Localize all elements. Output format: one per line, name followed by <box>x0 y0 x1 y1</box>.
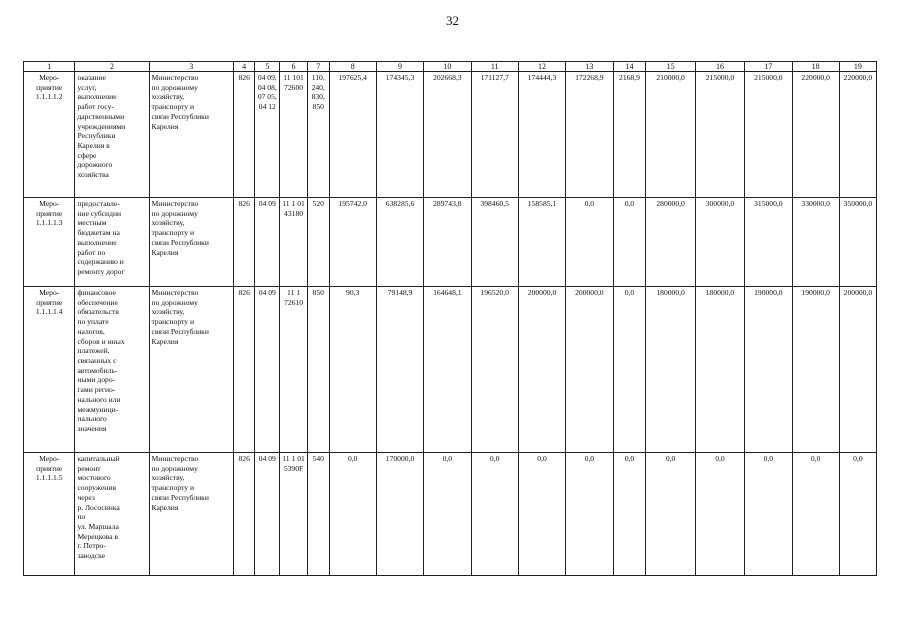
amount-cell: 172268,9 <box>566 72 613 198</box>
section-code: 04 09 <box>255 287 280 453</box>
amount-cell: 0,0 <box>792 453 839 576</box>
amount-cell: 210000,0 <box>646 72 695 198</box>
amount-cell: 0,0 <box>329 453 376 576</box>
column-number: 3 <box>149 62 233 72</box>
executor: Министерство по дорожному хозяйству, транспорту и связи Республики Карелия <box>149 453 233 576</box>
column-number: 17 <box>745 62 792 72</box>
column-number: 13 <box>566 62 613 72</box>
amount-cell: 174444,3 <box>518 72 565 198</box>
amount-cell: 200000,0 <box>839 287 876 453</box>
column-number: 4 <box>233 62 255 72</box>
column-number: 14 <box>613 62 646 72</box>
amount-cell: 350000,0 <box>839 198 876 287</box>
amount-cell: 195742,0 <box>329 198 376 287</box>
measure-id: Меро- приятие 1.1.1.1.5 <box>24 453 75 576</box>
column-number: 12 <box>518 62 565 72</box>
column-number: 19 <box>839 62 876 72</box>
amount-cell: 190000,0 <box>745 287 792 453</box>
executor: Министерство по дорожному хозяйству, транспорту и связи Республики Карелия <box>149 72 233 198</box>
amount-cell: 0,0 <box>646 453 695 576</box>
column-number: 10 <box>424 62 471 72</box>
amount-cell: 180000,0 <box>695 287 744 453</box>
table-row <box>24 72 877 198</box>
amount-cell: 2168,9 <box>613 72 646 198</box>
column-number: 2 <box>75 62 149 72</box>
measure-description: капитальный ремонт мостового сооружения через р. Лососинка по ул. Маршала Мерецкова в г. Петро- заводске <box>75 453 149 576</box>
column-number: 6 <box>280 62 308 72</box>
target-code: 11 1 01 5390F <box>280 453 308 576</box>
amount-cell: 180000,0 <box>646 287 695 453</box>
amount-cell: 0,0 <box>518 453 565 576</box>
expense-type-code: 540 <box>307 453 329 576</box>
table-row <box>24 287 877 453</box>
expense-type-code: 520 <box>307 198 329 287</box>
measure-id: Меро- приятие 1.1.1.1.4 <box>24 287 75 453</box>
column-number: 1 <box>24 62 75 72</box>
amount-cell: 215000,0 <box>695 72 744 198</box>
amount-cell: 164648,1 <box>424 287 471 453</box>
amount-cell: 0,0 <box>613 287 646 453</box>
amount-cell: 200000,0 <box>566 287 613 453</box>
target-code: 11 1 01 43180 <box>280 198 308 287</box>
column-number: 8 <box>329 62 376 72</box>
column-number: 11 <box>471 62 518 72</box>
measure-description: оказание услуг, выполнение работ госу- дарственными учреждениями Республики Карелия в сфере дорожного хозяйства <box>75 72 149 198</box>
amount-cell: 0,0 <box>471 453 518 576</box>
column-number-row <box>24 62 877 72</box>
column-number: 5 <box>255 62 280 72</box>
column-number: 16 <box>695 62 744 72</box>
amount-cell: 79148,9 <box>376 287 423 453</box>
program-table <box>23 61 877 576</box>
section-code: 04 09 <box>255 198 280 287</box>
grbs-code: 826 <box>233 198 255 287</box>
amount-cell: 174345,3 <box>376 72 423 198</box>
executor: Министерство по дорожному хозяйству, транспорту и связи Республики Карелия <box>149 198 233 287</box>
page-number: 32 <box>446 13 459 28</box>
column-number: 15 <box>646 62 695 72</box>
target-code: 11 1 72610 <box>280 287 308 453</box>
column-number: 18 <box>792 62 839 72</box>
table-row <box>24 453 877 576</box>
section-code: 04 09, 04 08, 07 05, 04 12 <box>255 72 280 198</box>
column-number: 7 <box>307 62 329 72</box>
amount-cell: 280000,0 <box>646 198 695 287</box>
expense-type-code: 850 <box>307 287 329 453</box>
amount-cell: 330000,0 <box>792 198 839 287</box>
grbs-code: 826 <box>233 287 255 453</box>
target-code: 11 101 72600 <box>280 72 308 198</box>
amount-cell: 300000,0 <box>695 198 744 287</box>
amount-cell: 220000,0 <box>839 72 876 198</box>
amount-cell: 0,0 <box>566 453 613 576</box>
amount-cell: 200000,0 <box>518 287 565 453</box>
amount-cell: 170000,0 <box>376 453 423 576</box>
amount-cell: 171127,7 <box>471 72 518 198</box>
amount-cell: 158585,1 <box>518 198 565 287</box>
amount-cell: 638285,6 <box>376 198 423 287</box>
amount-cell: 0,0 <box>695 453 744 576</box>
amount-cell: 90,3 <box>329 287 376 453</box>
amount-cell: 220000,0 <box>792 72 839 198</box>
amount-cell: 398460,5 <box>471 198 518 287</box>
amount-cell: 0,0 <box>566 198 613 287</box>
amount-cell: 289743,8 <box>424 198 471 287</box>
section-code: 04 09 <box>255 453 280 576</box>
amount-cell: 196520,0 <box>471 287 518 453</box>
table-row <box>24 198 877 287</box>
measure-description: предоставле- ние субсидии местным бюджетам на выполнение работ по содержанию и ремонту дорог <box>75 198 149 287</box>
amount-cell: 0,0 <box>745 453 792 576</box>
amount-cell: 0,0 <box>613 453 646 576</box>
expense-type-code: 110, 240, 830, 850 <box>307 72 329 198</box>
amount-cell: 197625,4 <box>329 72 376 198</box>
amount-cell: 215000,0 <box>745 72 792 198</box>
executor: Министерство по дорожному хозяйству, транспорту и связи Республики Карелия <box>149 287 233 453</box>
measure-id: Меро- приятие 1.1.1.1.3 <box>24 198 75 287</box>
column-number: 9 <box>376 62 423 72</box>
amount-cell: 315000,0 <box>745 198 792 287</box>
measure-id: Меро- приятие 1.1.1.1.2 <box>24 72 75 198</box>
amount-cell: 202668,3 <box>424 72 471 198</box>
amount-cell: 0,0 <box>424 453 471 576</box>
grbs-code: 826 <box>233 72 255 198</box>
measure-description: финансовое обеспечение обязательств по уплате налогов, сборов и иных платежей, связанных с автомобиль- ными доро- гами регио- нального или межмуници- пального значения <box>75 287 149 453</box>
grbs-code: 826 <box>233 453 255 576</box>
amount-cell: 0,0 <box>839 453 876 576</box>
amount-cell: 190000,0 <box>792 287 839 453</box>
amount-cell: 0,0 <box>613 198 646 287</box>
